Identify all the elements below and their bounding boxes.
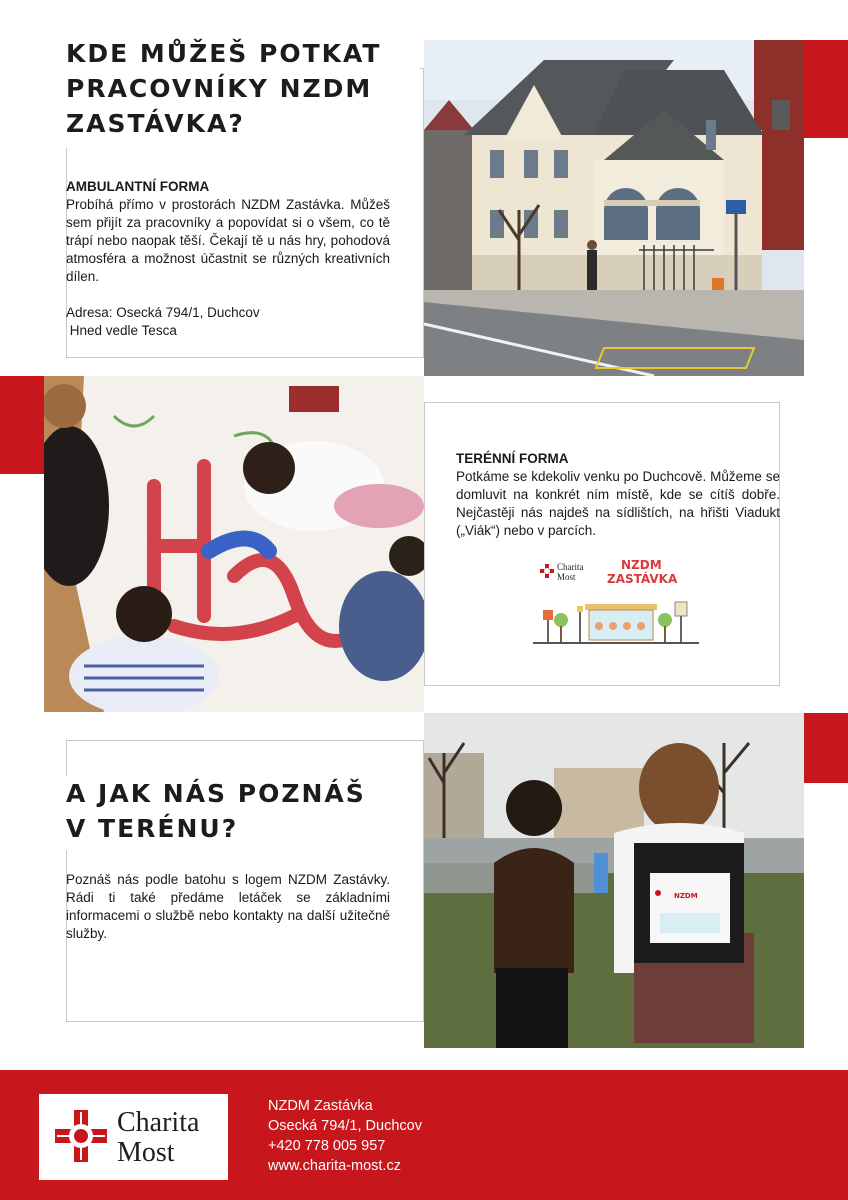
logo-text-charita: Charita	[557, 562, 584, 572]
section1-heading	[60, 36, 420, 148]
section2-text	[456, 450, 780, 540]
accent-block-mid-left	[0, 376, 44, 474]
ambulant-subheading: AMBULANTNÍ FORMA	[66, 179, 210, 194]
heading-line: A JAK NÁS POZNÁŠ	[66, 779, 366, 808]
terrain-subheading: TERÉNNÍ FORMA	[456, 451, 569, 466]
footer-logo-text-most: Most	[117, 1137, 175, 1168]
section3-heading	[60, 776, 390, 850]
section1-text	[66, 178, 390, 340]
terrain-body: Potkáme se kdekoliv venku po Duchcově. Můžeme se domluvit na konkrét ním místě, kde se cítíš dobře. Nejčastěji nás najdeš na sídlištích, na hřišti Viadukt („Viák“) nebo v parcích.	[456, 469, 780, 538]
heading-line: KDE MŮŽEŠ POTKAT	[66, 39, 382, 68]
footer-contact	[268, 1096, 422, 1176]
section3-text	[66, 871, 390, 943]
heading-line: ZASTÁVKA?	[66, 109, 245, 138]
heading-line: V TERÉNU?	[66, 814, 239, 843]
accent-block-lower-right	[804, 713, 848, 783]
kids-drawing-photo	[44, 376, 424, 712]
footer-logo-text-charita: Charita	[117, 1107, 200, 1138]
accent-block-top-right	[804, 40, 848, 138]
ambulant-body: Probíhá přímo v prostorách NZDM Zastávka. Můžeš sem přijít za pracovníky a popovídat si o všem, co tě trápí nebo naopak těší. Čekají tě u nás hry, pohodová atmosféra a možnost účastnit se různých kreativních dílen.	[66, 197, 390, 284]
logo-text-zastavka: ZASTÁVKA	[607, 572, 678, 586]
svg-text:NZDM: NZDM	[674, 892, 698, 900]
footer-logo-box	[39, 1094, 228, 1180]
address-line: Adresa: Osecká 794/1, Duchcov	[66, 305, 260, 320]
nzdm-zastavka-logo	[533, 556, 703, 656]
charita-cross-icon	[55, 1110, 107, 1162]
footer-website-link[interactable]: www.charita-most.cz	[268, 1158, 401, 1174]
recognize-body: Poznáš nás podle batohu s logem NZDM Zastávky. Rádi ti také předáme letáček se základními informacemi o službě nebo kontakty na další užitečné služby.	[66, 872, 390, 941]
heading-line: PRACOVNÍKY NZDM	[66, 74, 373, 103]
building-photo	[424, 40, 804, 376]
footer-address: Osecká 794/1, Duchcov	[268, 1118, 422, 1134]
logo-text-most: Most	[557, 572, 576, 582]
backpack-photo	[424, 713, 804, 1048]
footer-phone[interactable]: +420 778 005 957	[268, 1138, 386, 1154]
logo-text-nzdm: NZDM	[621, 558, 662, 572]
address-note: Hned vedle Tesca	[66, 323, 177, 338]
footer-org-name: NZDM Zastávka	[268, 1098, 373, 1114]
